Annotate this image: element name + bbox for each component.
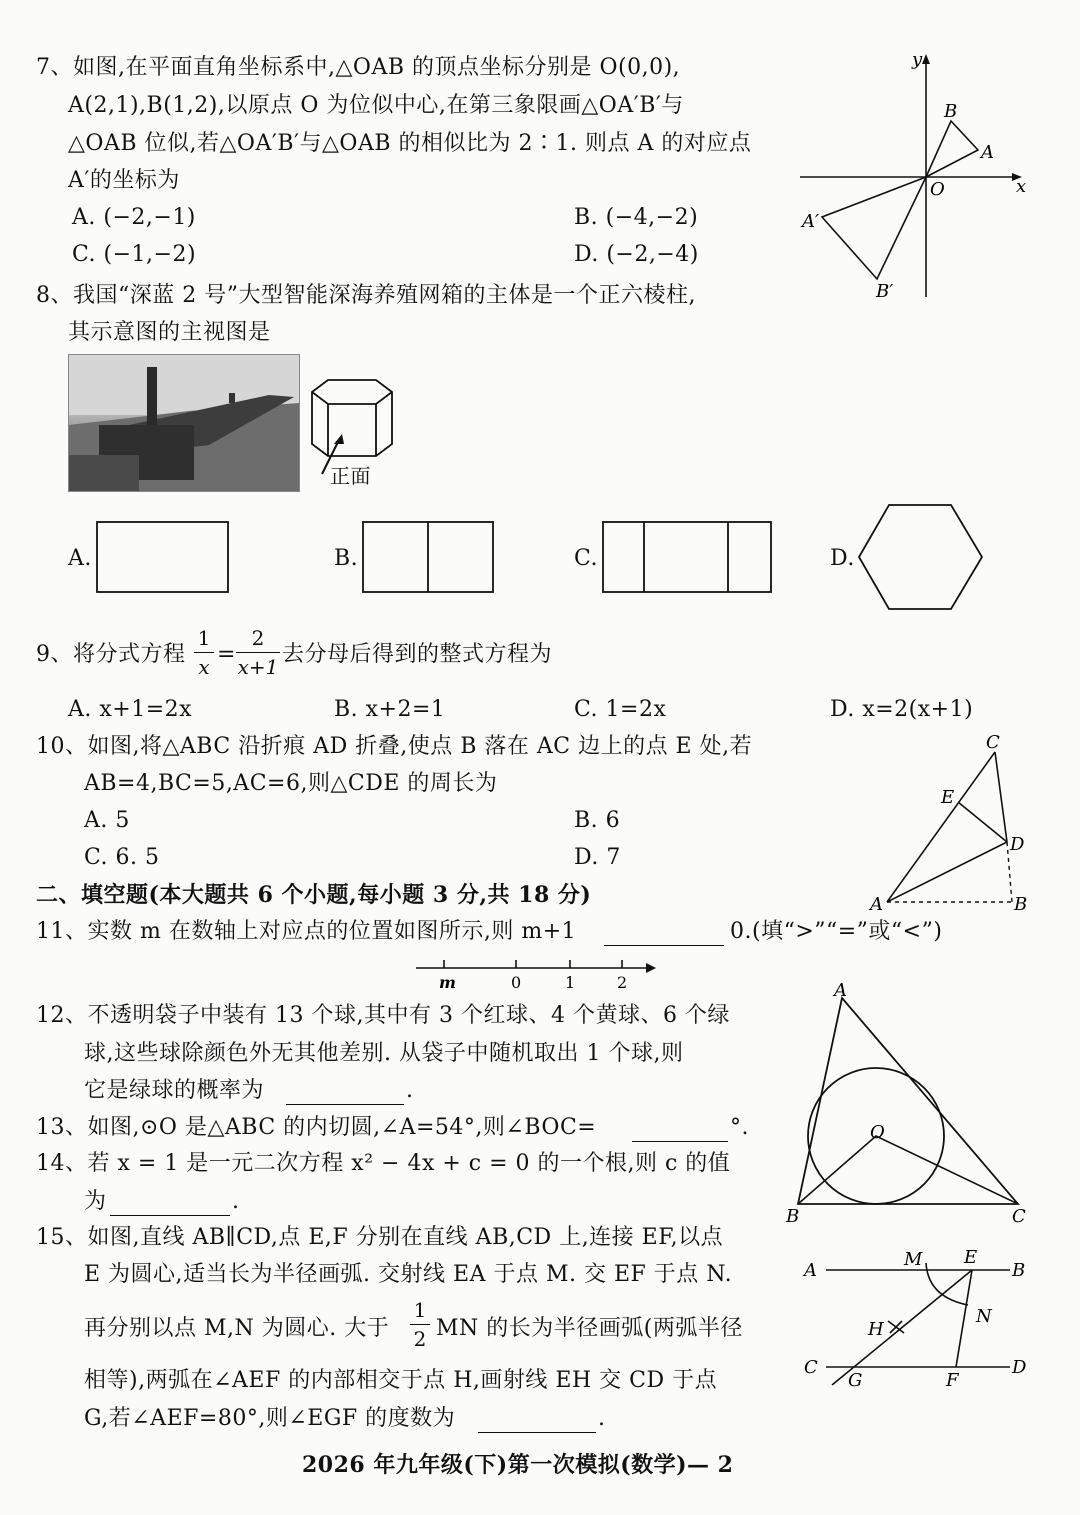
q15-label-d: D bbox=[1012, 1357, 1027, 1378]
q9-prefix: 9、将分式方程 bbox=[36, 642, 186, 667]
q12-line3: 它是绿球的概率为 bbox=[84, 1078, 265, 1103]
q7-label-a-prime: A′ bbox=[802, 211, 820, 232]
q10-option-d: D. 7 bbox=[574, 845, 621, 870]
q11-number-line bbox=[410, 952, 670, 996]
q13-end: °. bbox=[730, 1115, 749, 1140]
q10-label-c: C bbox=[986, 732, 1000, 753]
number-line-tick-0: 0 bbox=[511, 973, 522, 992]
q7-line2: A(2,1),B(1,2),以原点 O 为位似中心,在第三象限画△OA′B′与 bbox=[68, 93, 684, 118]
q7-option-d: D. (−2,−4) bbox=[574, 242, 699, 267]
q10-option-a: A. 5 bbox=[84, 808, 130, 833]
q10-triangle-figure bbox=[862, 730, 1042, 920]
page-footer: 2026 年九年级(下)第一次模拟(数学)— 2 bbox=[302, 1452, 734, 1478]
q9-option-c: C. 1=2x bbox=[574, 697, 667, 722]
q15-line2: E 为圆心,适当长为半径画弧. 交射线 EA 于点 M. 交 EF 于点 N. bbox=[84, 1262, 733, 1287]
q10-option-b: B. 6 bbox=[574, 808, 621, 833]
q7-option-c: C. (−1,−2) bbox=[72, 242, 197, 267]
q8-option-c: C. bbox=[574, 546, 599, 571]
q10-label-d: D bbox=[1010, 834, 1025, 855]
q15-label-f: F bbox=[946, 1370, 959, 1391]
q8-option-a: A. bbox=[68, 546, 92, 571]
q15-parallel-lines-figure bbox=[800, 1245, 1040, 1395]
front-label: 正面 bbox=[330, 464, 371, 488]
q13-label-a: A bbox=[834, 980, 847, 1001]
q8-option-a-figure bbox=[96, 520, 230, 594]
q14-line2: 为 bbox=[84, 1189, 107, 1214]
q9-frac1-num: 1 bbox=[194, 626, 214, 653]
q9-frac2-den: x+1 bbox=[237, 655, 279, 679]
q14-answer-blank bbox=[110, 1195, 230, 1216]
number-line-tick-2: 2 bbox=[617, 973, 628, 992]
q11-answer-blank bbox=[604, 925, 724, 946]
q7-label-b: B bbox=[944, 101, 958, 122]
q8-option-b: B. bbox=[334, 546, 359, 571]
q7-option-b: B. (−4,−2) bbox=[574, 205, 699, 230]
q15-line3-pre: 再分别以点 M,N 为圆心. 大于 bbox=[84, 1316, 390, 1341]
q15-label-e: E bbox=[964, 1247, 978, 1268]
q10-line1: 10、如图,将△ABC 沿折痕 AD 折叠,使点 B 落在 AC 边上的点 E 处,若 bbox=[36, 734, 753, 759]
q9-frac1-den: x bbox=[198, 655, 210, 679]
q7-coordinate-figure bbox=[790, 45, 1035, 305]
q15-label-h: H bbox=[868, 1319, 884, 1340]
q15-line4: 相等),两弧在∠AEF 的内部相交于点 H,画射线 EH 交 CD 于点 bbox=[84, 1368, 718, 1393]
q15-label-m: M bbox=[904, 1249, 923, 1270]
q13-label-c: C bbox=[1012, 1206, 1026, 1227]
q8-option-b-figure bbox=[362, 520, 496, 594]
q15-label-n: N bbox=[976, 1306, 992, 1327]
q15-line3-post: MN 的长为半径画弧(两弧半径 bbox=[436, 1316, 743, 1341]
q7-label-b-prime: B′ bbox=[876, 281, 894, 302]
q15-answer-blank bbox=[478, 1412, 596, 1433]
q10-label-b: B bbox=[1014, 894, 1028, 915]
q9-fraction-2 bbox=[236, 626, 280, 679]
q7-line1: 7、如图,在平面直角坐标系中,△OAB 的顶点坐标分别是 O(0,0), bbox=[36, 55, 681, 80]
q13-label-b: B bbox=[786, 1206, 800, 1227]
q15-half-num: 1 bbox=[410, 1298, 430, 1325]
q13-answer-blank bbox=[632, 1121, 728, 1142]
net-cage-photo bbox=[68, 354, 300, 492]
q15-label-c: C bbox=[804, 1357, 818, 1378]
q15-label-b: B bbox=[1012, 1260, 1026, 1281]
q7-option-a: A. (−2,−1) bbox=[72, 205, 196, 230]
q9-suffix: 去分母后得到的整式方程为 bbox=[282, 642, 553, 667]
q14-line1: 14、若 x = 1 是一元二次方程 x² − 4x + c = 0 的一个根,则 c 的值 bbox=[36, 1151, 731, 1176]
section-2-heading: 二、填空题(本大题共 6 个小题,每小题 3 分,共 18 分) bbox=[36, 882, 592, 908]
number-line-tick-1: 1 bbox=[565, 973, 576, 992]
q8-option-d-figure bbox=[856, 500, 986, 614]
q8-option-c-figure bbox=[602, 520, 774, 594]
q7-line3: △OAB 位似,若△OA′B′与△OAB 的相似比为 2∶1. 则点 A 的对应点 bbox=[68, 131, 752, 156]
q12-line3-end: . bbox=[406, 1078, 414, 1103]
q9-frac2-num: 2 bbox=[236, 626, 280, 653]
q8-option-d: D. bbox=[830, 546, 855, 571]
q15-half-fraction bbox=[410, 1298, 430, 1351]
q15-line1: 15、如图,直线 AB∥CD,点 E,F 分别在直线 AB,CD 上,连接 EF,以点 bbox=[36, 1225, 724, 1250]
q13-text: 13、如图,⊙O 是△ABC 的内切圆,∠A=54°,则∠BOC= bbox=[36, 1115, 597, 1140]
q13-label-o: O bbox=[870, 1122, 885, 1143]
q9-equals: = bbox=[217, 642, 236, 667]
q9-fraction-1 bbox=[194, 626, 214, 679]
q9-option-b: B. x+2=1 bbox=[334, 697, 446, 722]
q7-label-a: A bbox=[981, 142, 994, 163]
q14-line2-end: . bbox=[232, 1189, 240, 1214]
q15-line5: G,若∠AEF=80°,则∠EGF 的度数为 bbox=[84, 1406, 456, 1431]
q9-option-d: D. x=2(x+1) bbox=[830, 697, 974, 722]
q12-line2: 球,这些球除颜色外无其他差别. 从袋子中随机取出 1 个球,则 bbox=[84, 1041, 684, 1066]
q12-answer-blank bbox=[286, 1084, 404, 1105]
q15-label-g: G bbox=[848, 1370, 863, 1391]
q7-label-x: x bbox=[1016, 176, 1027, 197]
number-line-m-label: m bbox=[439, 973, 456, 992]
q15-line5-end: . bbox=[598, 1406, 606, 1431]
q10-option-c: C. 6. 5 bbox=[84, 845, 160, 870]
q11-suffix: 0.(填“>”“=”或“<”) bbox=[730, 919, 943, 944]
q8-line1: 8、我国“深蓝 2 号”大型智能深海养殖网箱的主体是一个正六棱柱, bbox=[36, 283, 696, 308]
q7-label-y: y bbox=[912, 49, 923, 70]
q7-line4: A′的坐标为 bbox=[68, 168, 180, 193]
q12-line1: 12、不透明袋子中装有 13 个球,其中有 3 个红球、4 个黄球、6 个绿 bbox=[36, 1003, 730, 1028]
q8-line2: 其示意图的主视图是 bbox=[68, 320, 271, 345]
q10-label-a: A bbox=[870, 894, 883, 915]
q10-label-e: E bbox=[941, 787, 955, 808]
q7-label-o: O bbox=[930, 179, 945, 200]
q15-half-den: 2 bbox=[413, 1327, 427, 1351]
q11-text: 11、实数 m 在数轴上对应点的位置如图所示,则 m+1 bbox=[36, 919, 577, 944]
q13-incircle-figure bbox=[784, 978, 1034, 1228]
q10-line2: AB=4,BC=5,AC=6,则△CDE 的周长为 bbox=[84, 771, 498, 796]
q15-label-a: A bbox=[804, 1260, 817, 1281]
q9-option-a: A. x+1=2x bbox=[68, 697, 193, 722]
